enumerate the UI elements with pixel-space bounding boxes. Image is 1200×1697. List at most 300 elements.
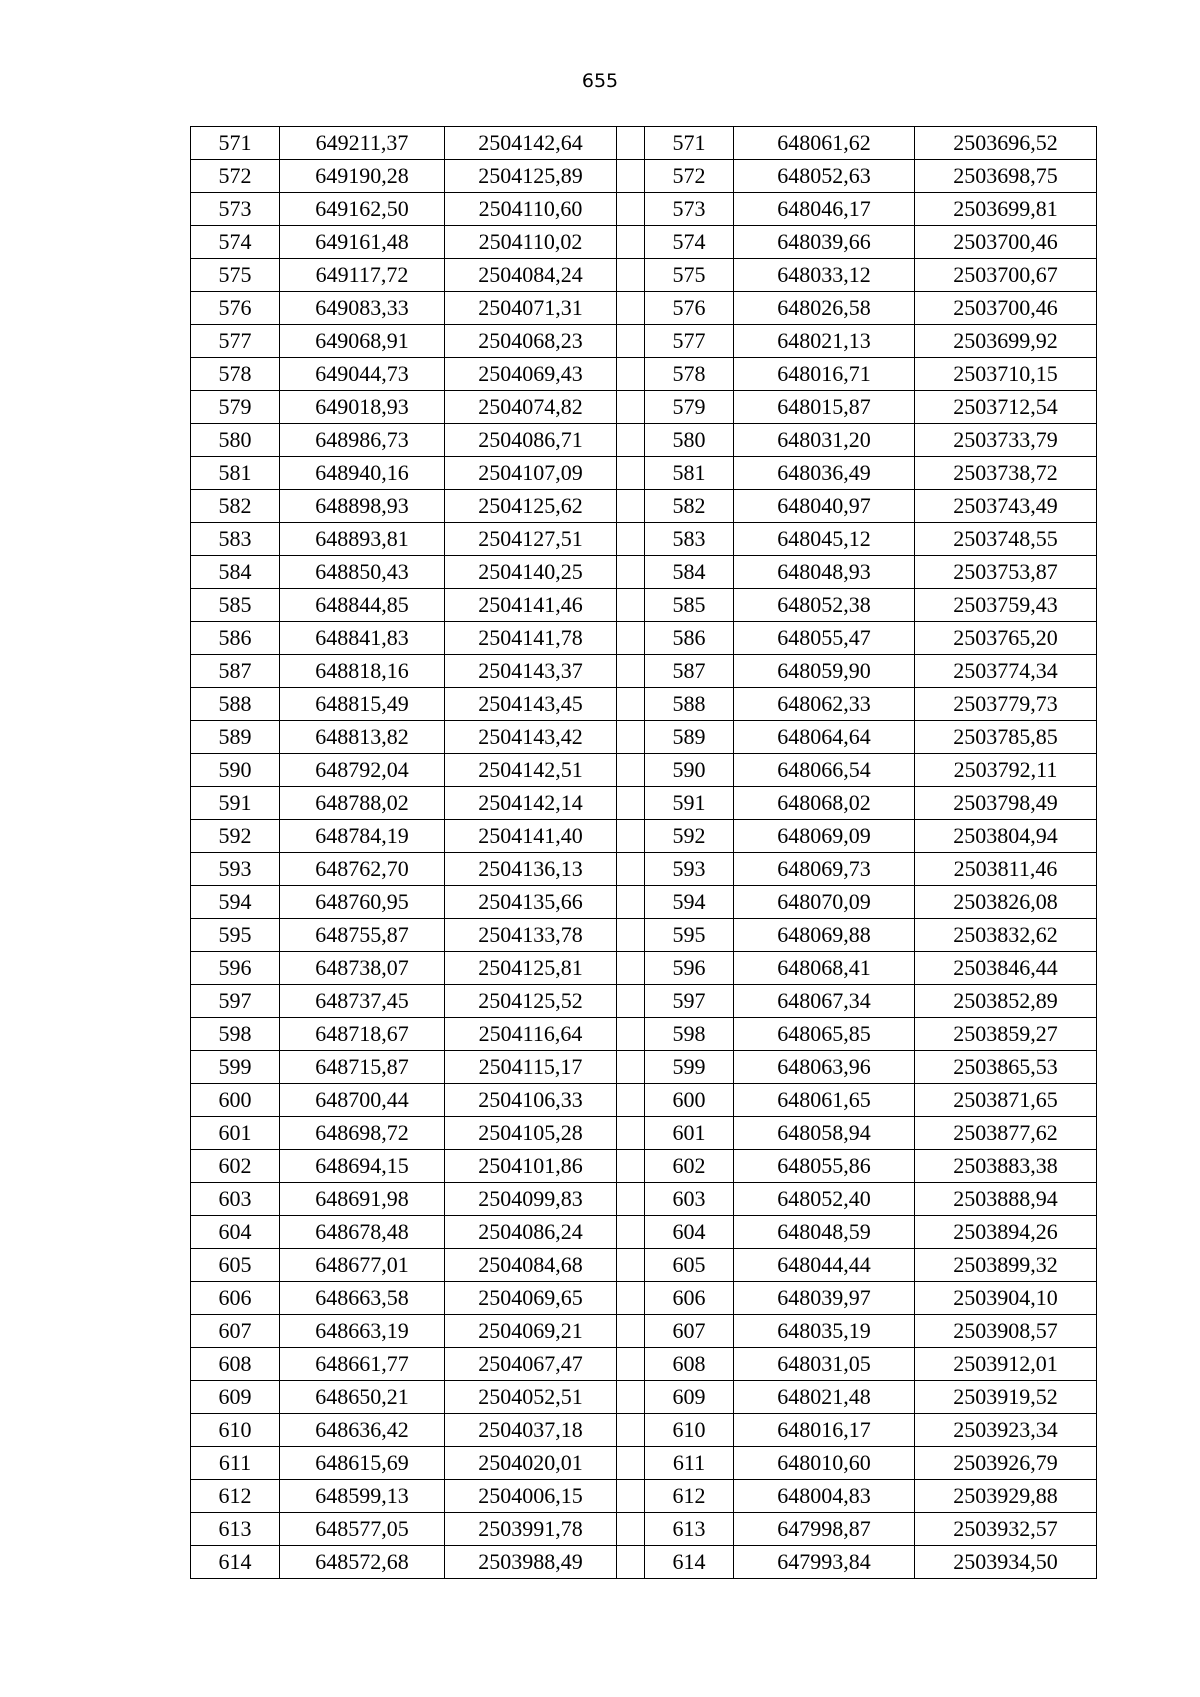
x-coordinate-cell: 648055,47: [734, 622, 915, 655]
spacer-cell: [617, 1315, 645, 1348]
x-coordinate-cell: 648577,05: [280, 1513, 445, 1546]
table-row: [191, 457, 1097, 490]
point-number-cell: 612: [645, 1480, 734, 1513]
table-row: [191, 1249, 1097, 1282]
point-number-cell: 594: [645, 886, 734, 919]
x-coordinate-cell: 648694,15: [280, 1150, 445, 1183]
spacer-cell: [617, 1084, 645, 1117]
y-coordinate-cell: 2504006,15: [445, 1480, 617, 1513]
point-number-cell: 593: [191, 853, 280, 886]
y-coordinate-cell: 2503785,85: [915, 721, 1097, 754]
point-number-cell: 600: [191, 1084, 280, 1117]
x-coordinate-cell: 648040,97: [734, 490, 915, 523]
table-row: [191, 424, 1097, 457]
y-coordinate-cell: 2504143,42: [445, 721, 617, 754]
spacer-cell: [617, 1117, 645, 1150]
spacer-cell: [617, 325, 645, 358]
spacer-cell: [617, 1183, 645, 1216]
point-number-cell: 594: [191, 886, 280, 919]
x-coordinate-cell: 648940,16: [280, 457, 445, 490]
point-number-cell: 577: [191, 325, 280, 358]
table-row: [191, 1018, 1097, 1051]
table-row: [191, 589, 1097, 622]
y-coordinate-cell: 2504125,89: [445, 160, 617, 193]
point-number-cell: 596: [191, 952, 280, 985]
y-coordinate-cell: 2503988,49: [445, 1546, 617, 1579]
spacer-cell: [617, 1480, 645, 1513]
point-number-cell: 588: [191, 688, 280, 721]
x-coordinate-cell: 648026,58: [734, 292, 915, 325]
y-coordinate-cell: 2503765,20: [915, 622, 1097, 655]
x-coordinate-cell: 648784,19: [280, 820, 445, 853]
y-coordinate-cell: 2504105,28: [445, 1117, 617, 1150]
table-row: [191, 1315, 1097, 1348]
y-coordinate-cell: 2503923,34: [915, 1414, 1097, 1447]
spacer-cell: [617, 787, 645, 820]
x-coordinate-cell: 648015,87: [734, 391, 915, 424]
spacer-cell: [617, 985, 645, 1018]
point-number-cell: 598: [645, 1018, 734, 1051]
point-number-cell: 603: [645, 1183, 734, 1216]
y-coordinate-cell: 2504115,17: [445, 1051, 617, 1084]
table-row: [191, 1084, 1097, 1117]
point-number-cell: 588: [645, 688, 734, 721]
point-number-cell: 603: [191, 1183, 280, 1216]
x-coordinate-cell: 649162,50: [280, 193, 445, 226]
point-number-cell: 606: [645, 1282, 734, 1315]
y-coordinate-cell: 2503852,89: [915, 985, 1097, 1018]
point-number-cell: 579: [191, 391, 280, 424]
x-coordinate-cell: 648069,88: [734, 919, 915, 952]
y-coordinate-cell: 2503859,27: [915, 1018, 1097, 1051]
x-coordinate-cell: 648762,70: [280, 853, 445, 886]
y-coordinate-cell: 2503912,01: [915, 1348, 1097, 1381]
table-row: [191, 1480, 1097, 1513]
x-coordinate-cell: 648718,67: [280, 1018, 445, 1051]
spacer-cell: [617, 622, 645, 655]
x-coordinate-cell: 648021,48: [734, 1381, 915, 1414]
point-number-cell: 583: [191, 523, 280, 556]
y-coordinate-cell: 2503748,55: [915, 523, 1097, 556]
point-number-cell: 607: [645, 1315, 734, 1348]
y-coordinate-cell: 2503811,46: [915, 853, 1097, 886]
x-coordinate-cell: 648036,49: [734, 457, 915, 490]
y-coordinate-cell: 2504133,78: [445, 919, 617, 952]
point-number-cell: 610: [191, 1414, 280, 1447]
spacer-cell: [617, 523, 645, 556]
y-coordinate-cell: 2504141,40: [445, 820, 617, 853]
y-coordinate-cell: 2504069,65: [445, 1282, 617, 1315]
y-coordinate-cell: 2503699,81: [915, 193, 1097, 226]
table-row: [191, 622, 1097, 655]
y-coordinate-cell: 2504107,09: [445, 457, 617, 490]
y-coordinate-cell: 2504116,64: [445, 1018, 617, 1051]
spacer-cell: [617, 688, 645, 721]
point-number-cell: 614: [645, 1546, 734, 1579]
x-coordinate-cell: 648066,54: [734, 754, 915, 787]
y-coordinate-cell: 2503733,79: [915, 424, 1097, 457]
table-row: [191, 985, 1097, 1018]
x-coordinate-cell: 648650,21: [280, 1381, 445, 1414]
x-coordinate-cell: 647998,87: [734, 1513, 915, 1546]
x-coordinate-cell: 649211,37: [280, 127, 445, 160]
x-coordinate-cell: 648033,12: [734, 259, 915, 292]
point-number-cell: 575: [191, 259, 280, 292]
point-number-cell: 608: [645, 1348, 734, 1381]
x-coordinate-cell: 648004,83: [734, 1480, 915, 1513]
x-coordinate-cell: 648850,43: [280, 556, 445, 589]
point-number-cell: 605: [191, 1249, 280, 1282]
point-number-cell: 590: [645, 754, 734, 787]
x-coordinate-cell: 648065,85: [734, 1018, 915, 1051]
point-number-cell: 584: [645, 556, 734, 589]
table-row: [191, 1348, 1097, 1381]
table-row: [191, 391, 1097, 424]
y-coordinate-cell: 2504142,51: [445, 754, 617, 787]
y-coordinate-cell: 2503832,62: [915, 919, 1097, 952]
spacer-cell: [617, 226, 645, 259]
x-coordinate-cell: 648035,19: [734, 1315, 915, 1348]
x-coordinate-cell: 648615,69: [280, 1447, 445, 1480]
point-number-cell: 592: [191, 820, 280, 853]
point-number-cell: 589: [645, 721, 734, 754]
y-coordinate-cell: 2503798,49: [915, 787, 1097, 820]
point-number-cell: 601: [191, 1117, 280, 1150]
x-coordinate-cell: 648061,65: [734, 1084, 915, 1117]
point-number-cell: 591: [645, 787, 734, 820]
spacer-cell: [617, 292, 645, 325]
point-number-cell: 601: [645, 1117, 734, 1150]
y-coordinate-cell: 2504020,01: [445, 1447, 617, 1480]
y-coordinate-cell: 2504068,23: [445, 325, 617, 358]
x-coordinate-cell: 648792,04: [280, 754, 445, 787]
y-coordinate-cell: 2503929,88: [915, 1480, 1097, 1513]
y-coordinate-cell: 2503712,54: [915, 391, 1097, 424]
x-coordinate-cell: 648818,16: [280, 655, 445, 688]
y-coordinate-cell: 2503774,34: [915, 655, 1097, 688]
x-coordinate-cell: 648048,93: [734, 556, 915, 589]
spacer-cell: [617, 1414, 645, 1447]
point-number-cell: 614: [191, 1546, 280, 1579]
point-number-cell: 573: [191, 193, 280, 226]
point-number-cell: 582: [191, 490, 280, 523]
table-row: [191, 919, 1097, 952]
y-coordinate-cell: 2504069,21: [445, 1315, 617, 1348]
spacer-cell: [617, 655, 645, 688]
x-coordinate-cell: 648064,64: [734, 721, 915, 754]
table-row: [191, 556, 1097, 589]
y-coordinate-cell: 2504125,52: [445, 985, 617, 1018]
point-number-cell: 587: [191, 655, 280, 688]
x-coordinate-cell: 648738,07: [280, 952, 445, 985]
point-number-cell: 602: [645, 1150, 734, 1183]
x-coordinate-cell: 648039,97: [734, 1282, 915, 1315]
x-coordinate-cell: 648063,96: [734, 1051, 915, 1084]
point-number-cell: 597: [191, 985, 280, 1018]
x-coordinate-cell: 648048,59: [734, 1216, 915, 1249]
x-coordinate-cell: 648052,63: [734, 160, 915, 193]
y-coordinate-cell: 2503888,94: [915, 1183, 1097, 1216]
point-number-cell: 607: [191, 1315, 280, 1348]
table-row: [191, 226, 1097, 259]
point-number-cell: 587: [645, 655, 734, 688]
x-coordinate-cell: 648986,73: [280, 424, 445, 457]
point-number-cell: 574: [645, 226, 734, 259]
point-number-cell: 599: [645, 1051, 734, 1084]
spacer-cell: [617, 1513, 645, 1546]
y-coordinate-cell: 2504067,47: [445, 1348, 617, 1381]
y-coordinate-cell: 2503883,38: [915, 1150, 1097, 1183]
y-coordinate-cell: 2503753,87: [915, 556, 1097, 589]
y-coordinate-cell: 2504071,31: [445, 292, 617, 325]
y-coordinate-cell: 2504125,62: [445, 490, 617, 523]
point-number-cell: 595: [191, 919, 280, 952]
x-coordinate-cell: 648052,40: [734, 1183, 915, 1216]
spacer-cell: [617, 1447, 645, 1480]
x-coordinate-cell: 648045,12: [734, 523, 915, 556]
point-number-cell: 590: [191, 754, 280, 787]
y-coordinate-cell: 2504086,71: [445, 424, 617, 457]
x-coordinate-cell: 648663,58: [280, 1282, 445, 1315]
x-coordinate-cell: 648813,82: [280, 721, 445, 754]
y-coordinate-cell: 2503826,08: [915, 886, 1097, 919]
point-number-cell: 586: [645, 622, 734, 655]
x-coordinate-cell: 648737,45: [280, 985, 445, 1018]
spacer-cell: [617, 1018, 645, 1051]
point-number-cell: 572: [645, 160, 734, 193]
x-coordinate-cell: 648016,17: [734, 1414, 915, 1447]
point-number-cell: 598: [191, 1018, 280, 1051]
table-row: [191, 1117, 1097, 1150]
y-coordinate-cell: 2503792,11: [915, 754, 1097, 787]
y-coordinate-cell: 2503899,32: [915, 1249, 1097, 1282]
y-coordinate-cell: 2503696,52: [915, 127, 1097, 160]
point-number-cell: 608: [191, 1348, 280, 1381]
point-number-cell: 604: [191, 1216, 280, 1249]
point-number-cell: 575: [645, 259, 734, 292]
table-row: [191, 1414, 1097, 1447]
table-row: [191, 160, 1097, 193]
table-row: [191, 1282, 1097, 1315]
y-coordinate-cell: 2503759,43: [915, 589, 1097, 622]
x-coordinate-cell: 648815,49: [280, 688, 445, 721]
x-coordinate-cell: 648760,95: [280, 886, 445, 919]
y-coordinate-cell: 2503894,26: [915, 1216, 1097, 1249]
y-coordinate-cell: 2504143,45: [445, 688, 617, 721]
spacer-cell: [617, 259, 645, 292]
point-number-cell: 573: [645, 193, 734, 226]
x-coordinate-cell: 648677,01: [280, 1249, 445, 1282]
x-coordinate-cell: 649190,28: [280, 160, 445, 193]
point-number-cell: 611: [191, 1447, 280, 1480]
point-number-cell: 574: [191, 226, 280, 259]
y-coordinate-cell: 2504135,66: [445, 886, 617, 919]
x-coordinate-cell: 649117,72: [280, 259, 445, 292]
x-coordinate-cell: 648021,13: [734, 325, 915, 358]
table-row: [191, 193, 1097, 226]
spacer-cell: [617, 1381, 645, 1414]
x-coordinate-cell: 649161,48: [280, 226, 445, 259]
point-number-cell: 591: [191, 787, 280, 820]
point-number-cell: 609: [191, 1381, 280, 1414]
spacer-cell: [617, 919, 645, 952]
table-row: [191, 1447, 1097, 1480]
table-row: [191, 754, 1097, 787]
point-number-cell: 581: [645, 457, 734, 490]
x-coordinate-cell: 648788,02: [280, 787, 445, 820]
point-number-cell: 571: [645, 127, 734, 160]
table-row: [191, 853, 1097, 886]
y-coordinate-cell: 2503865,53: [915, 1051, 1097, 1084]
point-number-cell: 606: [191, 1282, 280, 1315]
x-coordinate-cell: 648039,66: [734, 226, 915, 259]
y-coordinate-cell: 2503934,50: [915, 1546, 1097, 1579]
y-coordinate-cell: 2504110,60: [445, 193, 617, 226]
table-row: [191, 688, 1097, 721]
spacer-cell: [617, 589, 645, 622]
y-coordinate-cell: 2504069,43: [445, 358, 617, 391]
point-number-cell: 586: [191, 622, 280, 655]
x-coordinate-cell: 648069,73: [734, 853, 915, 886]
table-row: [191, 1051, 1097, 1084]
y-coordinate-cell: 2503699,92: [915, 325, 1097, 358]
x-coordinate-cell: 649083,33: [280, 292, 445, 325]
point-number-cell: 595: [645, 919, 734, 952]
x-coordinate-cell: 649068,91: [280, 325, 445, 358]
table-row: [191, 292, 1097, 325]
y-coordinate-cell: 2503700,46: [915, 226, 1097, 259]
point-number-cell: 613: [645, 1513, 734, 1546]
y-coordinate-cell: 2503908,57: [915, 1315, 1097, 1348]
spacer-cell: [617, 127, 645, 160]
spacer-cell: [617, 424, 645, 457]
x-coordinate-cell: 648067,34: [734, 985, 915, 1018]
x-coordinate-cell: 648010,60: [734, 1447, 915, 1480]
y-coordinate-cell: 2504099,83: [445, 1183, 617, 1216]
table-row: [191, 820, 1097, 853]
x-coordinate-cell: 648636,42: [280, 1414, 445, 1447]
point-number-cell: 582: [645, 490, 734, 523]
x-coordinate-cell: 648663,19: [280, 1315, 445, 1348]
spacer-cell: [617, 886, 645, 919]
y-coordinate-cell: 2503698,75: [915, 160, 1097, 193]
y-coordinate-cell: 2504106,33: [445, 1084, 617, 1117]
y-coordinate-cell: 2503804,94: [915, 820, 1097, 853]
y-coordinate-cell: 2504141,46: [445, 589, 617, 622]
x-coordinate-cell: 648599,13: [280, 1480, 445, 1513]
point-number-cell: 613: [191, 1513, 280, 1546]
table-row: [191, 127, 1097, 160]
y-coordinate-cell: 2504101,86: [445, 1150, 617, 1183]
x-coordinate-cell: 648678,48: [280, 1216, 445, 1249]
y-coordinate-cell: 2504125,81: [445, 952, 617, 985]
point-number-cell: 596: [645, 952, 734, 985]
y-coordinate-cell: 2503743,49: [915, 490, 1097, 523]
coordinates-table: [190, 126, 1097, 1579]
y-coordinate-cell: 2504110,02: [445, 226, 617, 259]
y-coordinate-cell: 2503871,65: [915, 1084, 1097, 1117]
x-coordinate-cell: 648070,09: [734, 886, 915, 919]
y-coordinate-cell: 2503846,44: [915, 952, 1097, 985]
table-row: [191, 886, 1097, 919]
table-row: [191, 655, 1097, 688]
table-row: [191, 1183, 1097, 1216]
point-number-cell: 578: [191, 358, 280, 391]
y-coordinate-cell: 2504127,51: [445, 523, 617, 556]
point-number-cell: 584: [191, 556, 280, 589]
point-number-cell: 597: [645, 985, 734, 1018]
x-coordinate-cell: 648059,90: [734, 655, 915, 688]
y-coordinate-cell: 2503926,79: [915, 1447, 1097, 1480]
x-coordinate-cell: 648062,33: [734, 688, 915, 721]
spacer-cell: [617, 1282, 645, 1315]
y-coordinate-cell: 2503700,46: [915, 292, 1097, 325]
y-coordinate-cell: 2504037,18: [445, 1414, 617, 1447]
x-coordinate-cell: 648893,81: [280, 523, 445, 556]
spacer-cell: [617, 490, 645, 523]
x-coordinate-cell: 648016,71: [734, 358, 915, 391]
point-number-cell: 580: [191, 424, 280, 457]
table-row: [191, 1546, 1097, 1579]
point-number-cell: 602: [191, 1150, 280, 1183]
spacer-cell: [617, 1150, 645, 1183]
table-row: [191, 259, 1097, 292]
spacer-cell: [617, 358, 645, 391]
x-coordinate-cell: 648061,62: [734, 127, 915, 160]
point-number-cell: 578: [645, 358, 734, 391]
point-number-cell: 604: [645, 1216, 734, 1249]
point-number-cell: 605: [645, 1249, 734, 1282]
x-coordinate-cell: 648031,05: [734, 1348, 915, 1381]
x-coordinate-cell: 648698,72: [280, 1117, 445, 1150]
x-coordinate-cell: 649044,73: [280, 358, 445, 391]
x-coordinate-cell: 648055,86: [734, 1150, 915, 1183]
spacer-cell: [617, 952, 645, 985]
point-number-cell: 585: [645, 589, 734, 622]
y-coordinate-cell: 2504141,78: [445, 622, 617, 655]
point-number-cell: 610: [645, 1414, 734, 1447]
x-coordinate-cell: 648715,87: [280, 1051, 445, 1084]
table-row: [191, 1216, 1097, 1249]
spacer-cell: [617, 1249, 645, 1282]
table-row: [191, 1150, 1097, 1183]
spacer-cell: [617, 1216, 645, 1249]
table-row: [191, 721, 1097, 754]
y-coordinate-cell: 2503877,62: [915, 1117, 1097, 1150]
point-number-cell: 579: [645, 391, 734, 424]
spacer-cell: [617, 193, 645, 226]
y-coordinate-cell: 2503932,57: [915, 1513, 1097, 1546]
x-coordinate-cell: 648052,38: [734, 589, 915, 622]
table-row: [191, 523, 1097, 556]
point-number-cell: 581: [191, 457, 280, 490]
point-number-cell: 580: [645, 424, 734, 457]
y-coordinate-cell: 2503710,15: [915, 358, 1097, 391]
spacer-cell: [617, 853, 645, 886]
point-number-cell: 583: [645, 523, 734, 556]
point-number-cell: 572: [191, 160, 280, 193]
y-coordinate-cell: 2504052,51: [445, 1381, 617, 1414]
point-number-cell: 600: [645, 1084, 734, 1117]
spacer-cell: [617, 754, 645, 787]
y-coordinate-cell: 2504142,64: [445, 127, 617, 160]
x-coordinate-cell: 648898,93: [280, 490, 445, 523]
x-coordinate-cell: 648068,41: [734, 952, 915, 985]
y-coordinate-cell: 2504084,68: [445, 1249, 617, 1282]
table-row: [191, 787, 1097, 820]
table-row: [191, 358, 1097, 391]
y-coordinate-cell: 2503919,52: [915, 1381, 1097, 1414]
